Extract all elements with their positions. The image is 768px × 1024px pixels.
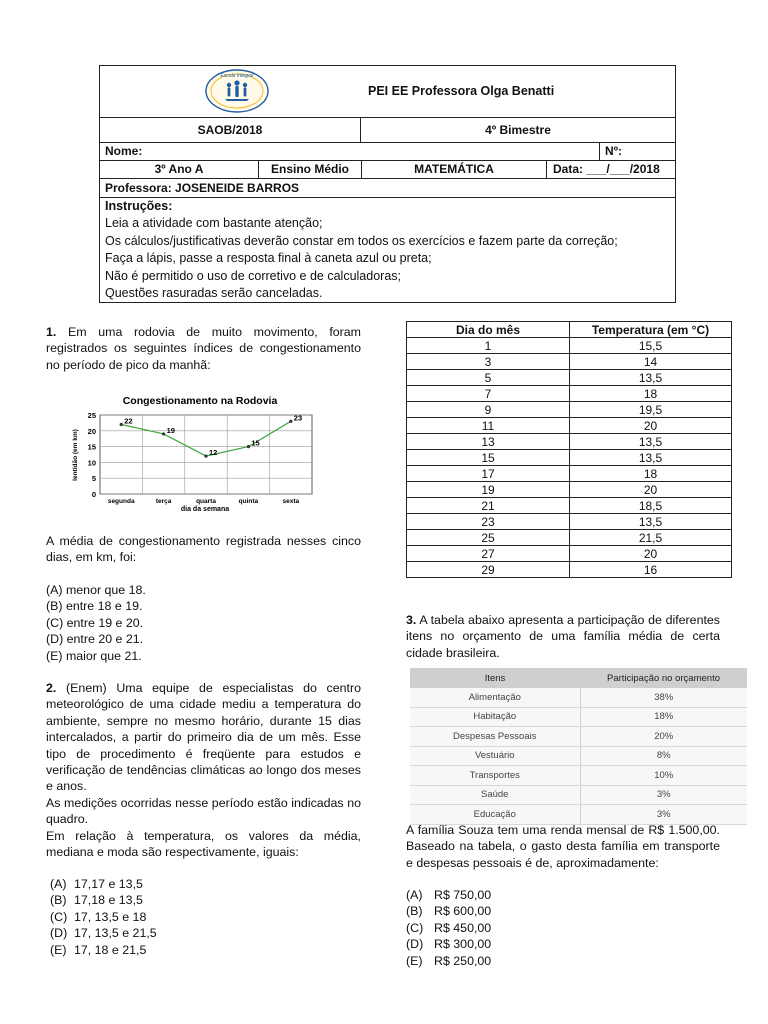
y-tick-label: 5 (91, 474, 96, 484)
q2-statement (46, 680, 361, 795)
option-letter: (C) (50, 909, 68, 924)
table-cell: Alimentação (410, 688, 580, 707)
q3-option-b[interactable] (406, 903, 491, 919)
q1-option-e[interactable]: (E) maior que 21. (46, 648, 142, 663)
table-cell: 13,5 (570, 514, 732, 530)
option-text: R$ 750,00 (434, 888, 492, 902)
x-tick-label: quinta (238, 498, 259, 505)
q2-option-a[interactable] (50, 876, 157, 892)
header-name-row (100, 142, 675, 161)
chart-title: Congestionamento na Rodovia (122, 395, 278, 407)
q3-option-d[interactable] (406, 936, 491, 952)
table-header-cell: Temperatura (em °C) (570, 322, 732, 338)
table-cell: 19 (407, 482, 570, 498)
table-row (407, 434, 732, 450)
option-letter: (B) (50, 893, 67, 908)
turma: 3º Ano A (100, 160, 259, 178)
q1-text: Em uma rodovia de muito movimento, foram registrados os seguintes índices de congestionamento no período de pico da manhã: (46, 325, 361, 372)
school-logo (205, 69, 269, 113)
table-cell: 1 (407, 338, 570, 354)
q1-option-b[interactable]: (B) entre 18 e 19. (46, 599, 143, 614)
q2-option-b[interactable] (50, 892, 157, 908)
q2-option-e[interactable] (50, 942, 157, 958)
table-cell: 23 (407, 514, 570, 530)
table-cell: Habitação (410, 707, 580, 727)
table-cell: 21,5 (570, 530, 732, 546)
table-cell: 14 (570, 354, 732, 370)
table-cell: 3 (407, 354, 570, 370)
q3-text: A tabela abaixo apresenta a participação de diferentes itens no orçamento de uma família média de certa cidade brasileira. (406, 613, 720, 660)
table-cell: 20 (570, 546, 732, 562)
instruction-item: Questões rasuradas serão canceladas. (105, 286, 323, 301)
header-code-row (100, 117, 675, 143)
numero-label: Nº: (605, 144, 623, 158)
table-header-cell: Itens (410, 668, 580, 688)
professora: Professora: JOSENEIDE BARROS (105, 180, 300, 195)
table-row (407, 370, 732, 386)
q1-number: 1. (46, 325, 57, 339)
q3-option-c[interactable] (406, 920, 491, 936)
q3-statement (406, 612, 720, 661)
q3-options (406, 887, 491, 969)
table-cell: 25 (407, 530, 570, 546)
q2-text: (Enem) Uma equipe de especialistas do centro meteorológico de uma cidade mediu a temperatura do ambiente, sempre no mesmo horário, durante 15 dias intercalados, a partir do primeiro dia de um mês. Esse tipo de procedimento é freqüente para estudos e verificação de tendências climáticas ao longo dos meses e anos. (46, 681, 361, 794)
student-number-field[interactable] (600, 142, 675, 160)
option-letter: (C) (406, 920, 424, 935)
option-letter: (D) (406, 937, 424, 952)
instruction-item: Leia a atividade com bastante atenção; (105, 216, 323, 230)
chart-x-label: dia da semana (180, 506, 230, 513)
q3-number: 3. (406, 613, 417, 627)
table-cell: 20 (570, 418, 732, 434)
table-cell: 18,5 (570, 498, 732, 514)
table-row (407, 402, 732, 418)
table-row (407, 354, 732, 370)
y-tick-label: 15 (87, 442, 96, 452)
data-point (204, 454, 207, 457)
option-text: 17, 18 e 21,5 (74, 942, 147, 957)
option-text: 17, 13,5 e 18 (74, 909, 147, 924)
nome-label: Nome: (105, 144, 143, 158)
q2-text2: As medições ocorridas nesse período estão indicadas no quadro. (46, 796, 361, 827)
budget-table (410, 668, 747, 825)
instruction-item: Os cálculos/justificativas deverão constar em todos os exercícios e fazem parte da correção; (105, 233, 618, 248)
table-row (410, 688, 747, 707)
table-cell: 38% (580, 688, 747, 707)
congestion-chart (60, 388, 320, 516)
table-cell: 16 (570, 562, 732, 578)
table-cell: 13 (407, 434, 570, 450)
table-cell: 8% (580, 746, 747, 766)
option-letter: (B) (406, 904, 423, 919)
y-tick-label: 20 (87, 426, 96, 436)
instructions-title: Instruções: (105, 199, 173, 213)
data-point (162, 432, 165, 435)
table-row (407, 386, 732, 402)
chart-x-ticks (108, 498, 300, 505)
instructions (105, 198, 671, 303)
table-cell: 29 (407, 562, 570, 578)
data-point (247, 445, 250, 448)
bimestre: 4º Bimestre (485, 122, 551, 137)
data-label: 19 (166, 425, 175, 435)
q2-option-c[interactable] (50, 909, 157, 925)
table-cell: Transportes (410, 766, 580, 786)
x-tick-label: quarta (196, 498, 216, 505)
table-cell: Educação (410, 805, 580, 825)
table-row (407, 466, 732, 482)
q1-options (46, 582, 146, 664)
temperature-table (406, 321, 732, 578)
ensino: Ensino Médio (259, 160, 362, 178)
option-text: 17, 13,5 e 21,5 (74, 926, 157, 941)
option-letter: (D) (50, 926, 68, 941)
table-row (410, 727, 747, 747)
option-text: R$ 300,00 (434, 937, 492, 952)
materia: MATEMÁTICA (362, 160, 547, 178)
q3-option-e[interactable] (406, 953, 491, 969)
q3-question: A família Souza tem uma renda mensal de R$ 1.500,00. Baseado na tabela, o gasto desta família em transporte e despesas pessoais é de, aproximadamente: (406, 823, 720, 870)
option-letter: (E) (406, 953, 423, 968)
q1-statement (46, 324, 361, 373)
table-row (407, 418, 732, 434)
option-text: 17,18 e 13,5 (74, 893, 143, 908)
school-name: PEI EE Professora Olga Benatti (368, 84, 555, 98)
table-header-cell: Dia do mês (407, 322, 570, 338)
option-text: 17,17 e 13,5 (74, 877, 143, 891)
table-cell: 18 (570, 466, 732, 482)
table-cell: Saúde (410, 785, 580, 805)
data-label: 15 (251, 438, 260, 448)
table-cell: 3% (580, 785, 747, 805)
q3-option-a[interactable] (406, 887, 491, 903)
table-row (410, 785, 747, 805)
table-cell: 19,5 (570, 402, 732, 418)
table-cell: 3% (580, 805, 747, 825)
header-title-row (100, 66, 675, 118)
instruction-item: Faça a lápis, passe a resposta final à caneta azul ou preta; (105, 251, 432, 266)
option-text: R$ 250,00 (434, 953, 492, 968)
table-cell: 20% (580, 727, 747, 747)
exam-header (99, 65, 676, 303)
table-row (407, 546, 732, 562)
table-cell: 15 (407, 450, 570, 466)
table-row (407, 338, 732, 354)
table-cell: 13,5 (570, 434, 732, 450)
table-row (407, 498, 732, 514)
data-label: 12 (209, 448, 218, 458)
table-header-cell: Participação no orçamento (580, 668, 747, 688)
chart-y-label: lentidão (em km) (72, 429, 79, 481)
exam-code: SAOB/2018 (100, 117, 361, 142)
y-tick-label: 10 (87, 458, 96, 468)
option-text: R$ 600,00 (434, 904, 492, 919)
table-cell: 27 (407, 546, 570, 562)
table-row (407, 562, 732, 578)
chart-y-ticks (88, 411, 96, 499)
header-class-row (100, 160, 675, 179)
data-label: 23 (293, 413, 303, 423)
table-cell: 10% (580, 766, 747, 786)
table-cell: 20 (570, 482, 732, 498)
data-point (120, 423, 123, 426)
table-header-row (410, 668, 747, 688)
q2-option-d[interactable] (50, 925, 157, 941)
q1-option-c[interactable]: (C) entre 19 e 20. (46, 615, 144, 630)
date-field[interactable]: Data: ___/___/2018 (553, 162, 660, 176)
table-row (407, 530, 732, 546)
q1-question: A média de congestionamento registrada nesses cinco dias, em km, foi: (46, 534, 361, 565)
table-cell: 11 (407, 418, 570, 434)
table-cell: 7 (407, 386, 570, 402)
y-tick-label: 0 (91, 490, 96, 499)
x-tick-label: terça (155, 498, 172, 505)
header-teacher-row (100, 178, 675, 198)
table-row (410, 766, 747, 786)
q2-text3: Em relação à temperatura, os valores da média, mediana e moda são respectivamente, iguais: (46, 829, 361, 860)
table-cell: 5 (407, 370, 570, 386)
x-tick-label: sexta (282, 498, 300, 505)
q2-options (50, 876, 157, 958)
x-tick-label: segunda (107, 498, 135, 505)
q2-number: 2. (46, 681, 57, 695)
table-cell: 17 (407, 466, 570, 482)
table-row (410, 707, 747, 727)
option-letter: (E) (50, 942, 67, 957)
table-cell: 15,5 (570, 338, 732, 354)
table-cell: 13,5 (570, 370, 732, 386)
table-row (407, 450, 732, 466)
table-row (407, 482, 732, 498)
table-cell: Despesas Pessoais (410, 727, 580, 747)
table-cell: 18 (570, 386, 732, 402)
y-tick-label: 25 (87, 411, 96, 420)
q1-option-a[interactable]: (A) menor que 18. (46, 583, 146, 597)
instruction-item: Não é permitido o uso de corretivo e de calculadoras; (105, 268, 401, 283)
table-cell: 21 (407, 498, 570, 514)
option-letter: (A) (406, 888, 423, 902)
student-name-field[interactable] (100, 142, 600, 160)
logo-text: Escola Integral (220, 73, 254, 79)
table-row (410, 746, 747, 766)
q1-option-d[interactable]: (D) entre 20 e 21. (46, 632, 144, 647)
option-text: R$ 450,00 (434, 920, 492, 935)
data-point (289, 420, 292, 423)
table-row (407, 514, 732, 530)
table-header-row (407, 322, 732, 338)
table-cell: Vestuário (410, 746, 580, 766)
table-cell: 18% (580, 707, 747, 727)
data-label: 22 (124, 416, 133, 426)
table-cell: 9 (407, 402, 570, 418)
table-cell: 13,5 (570, 450, 732, 466)
option-letter: (A) (50, 877, 67, 891)
